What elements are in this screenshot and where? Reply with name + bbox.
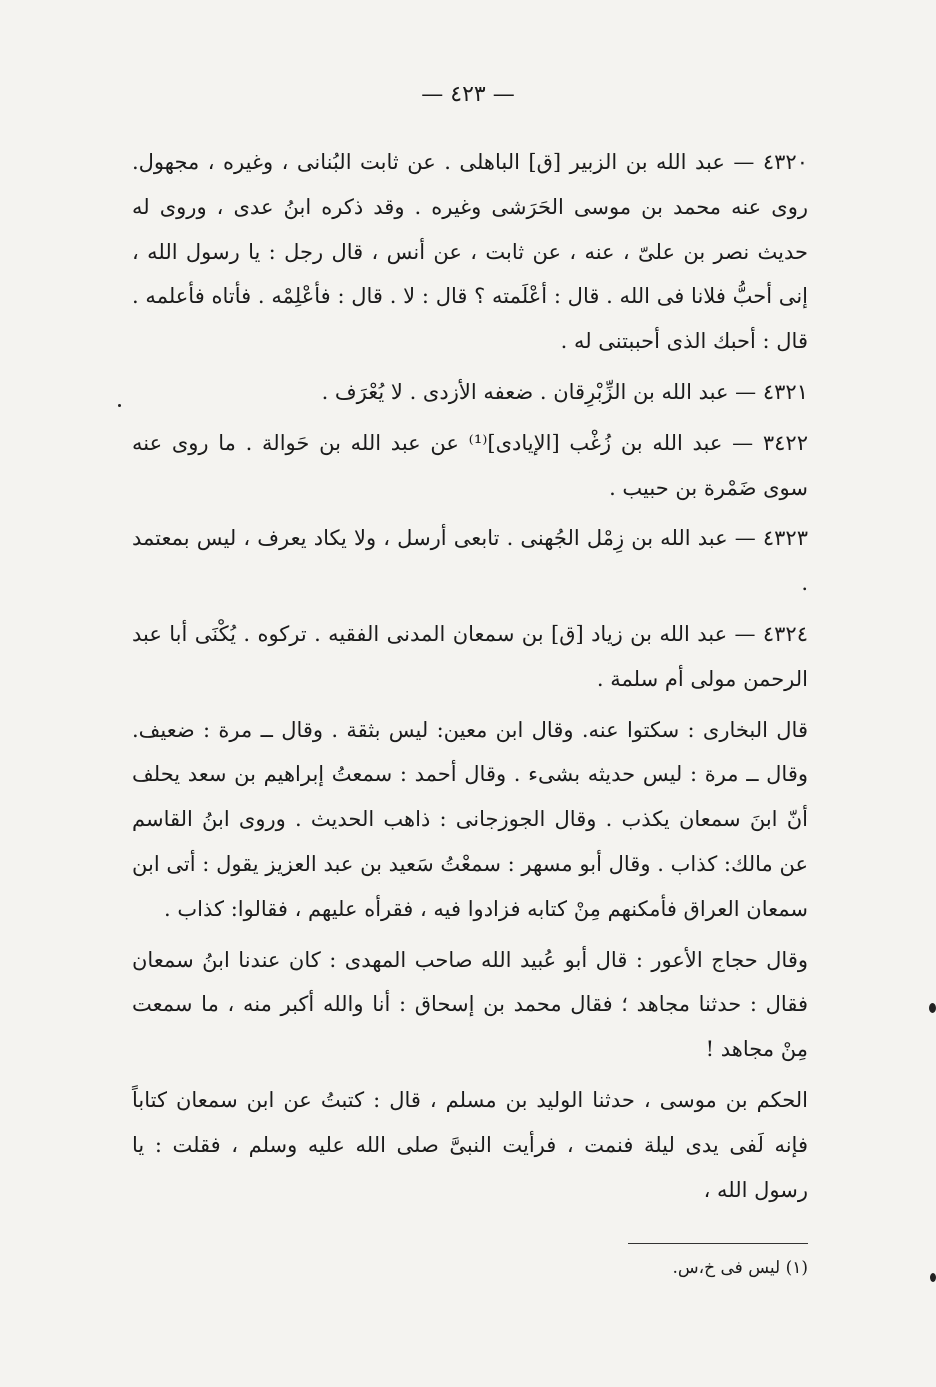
ink-speck [930,1273,936,1282]
ink-speck [118,404,121,407]
paragraph-bukhari: قال البخارى : سكتوا عنه. وقال ابن معين: ليس بثقة . وقال ــ مرة : ضعيف. وقال ــ مرة : ليس حديثه بشىء . وقال أحمد : سمعتُ إبراهيم بن سعد يحلف أنّ ابنَ سمعان يكذب . وقال الجوزجانى : ذاهب الحديث . وروى ابنُ القاسم عن مالك: كذاب . وقال أبو مسهر : سمعْتُ سَعيد بن عبد العزيز يقول : أتى ابن سمعان العراق فأمكنهم مِنْ كتابه فزادوا فيه ، فقرأه عليهم ، فقالوا: كذاب . [132,717,808,921]
footnote: (١) ليس فى خ،س. [672,1258,808,1278]
footnote-divider [628,1243,808,1244]
entry-4321: ٤٣٢١ — عبد الله بن الزِّبْرِقان . ضعفه الأزدى . لا يُعْرَف . [321,379,808,404]
entry-4324: ٤٣٢٤ — عبد الله بن زياد [ق] بن سمعان المدنى الفقيه . تركوه . يُكْنَى أبا عبد الرحمن مولى أم سلمة . [132,621,808,691]
ink-speck [929,1003,936,1013]
page-number: — ٤٢٣ — [421,82,515,107]
page-body [132,140,808,1212]
entry-4320: ٤٣٢٠ — عبد الله بن الزبير [ق] الباهلى . عن ثابت البُنانى ، وغيره ، مجهول. روى عنه محمد بن موسى الحَرَشى وغيره . وقد ذكره ابنُ عدى ، وروى له حديث نصر بن علىّ ، عنه ، عن ثابت ، عن أنس ، قال رجل : يا رسول الله ، إنى أحبُّ فلانا فى الله . قال : أعْلَمته ؟ قال : لا . قال : فأعْلِمْه . فأتاه فأعلمه . قال : أحبك الذى أحببتنى له . [132,150,808,354]
entry-4323: ٤٣٢٣ — عبد الله بن زِمْل الجُهنى . تابعى أرسل ، ولا يكاد يعرف ، ليس بمعتمد . [132,526,808,596]
paragraph-hakam: الحكم بن موسى ، حدثنا الوليد بن مسلم ، قال : كتبتُ عن ابن سمعان كتاباً فإنه لَفى يدى ليلة فنمت ، فرأيت النبىَّ صلى الله عليه وسلم ، فقلت : يا رسول الله ، [132,1087,808,1202]
entry-4322: ٣٤٢٢ — عبد الله بن زُغْب [الإيادى]⁽¹⁾ عن عبد الله بن حَوالة . ما روى عنه سوى ضَمْرة بن حبيب . [132,430,808,500]
paragraph-hajjaj: وقال حجاج الأعور : قال أبو عُبيد الله صاحب المهدى : كان عندنا ابنُ سمعان فقال : حدثنا مجاهد ؛ فقال محمد بن إسحاق : أنا والله أكبر منه ، ما سمعت مِنْ مجاهد ! [132,947,808,1062]
